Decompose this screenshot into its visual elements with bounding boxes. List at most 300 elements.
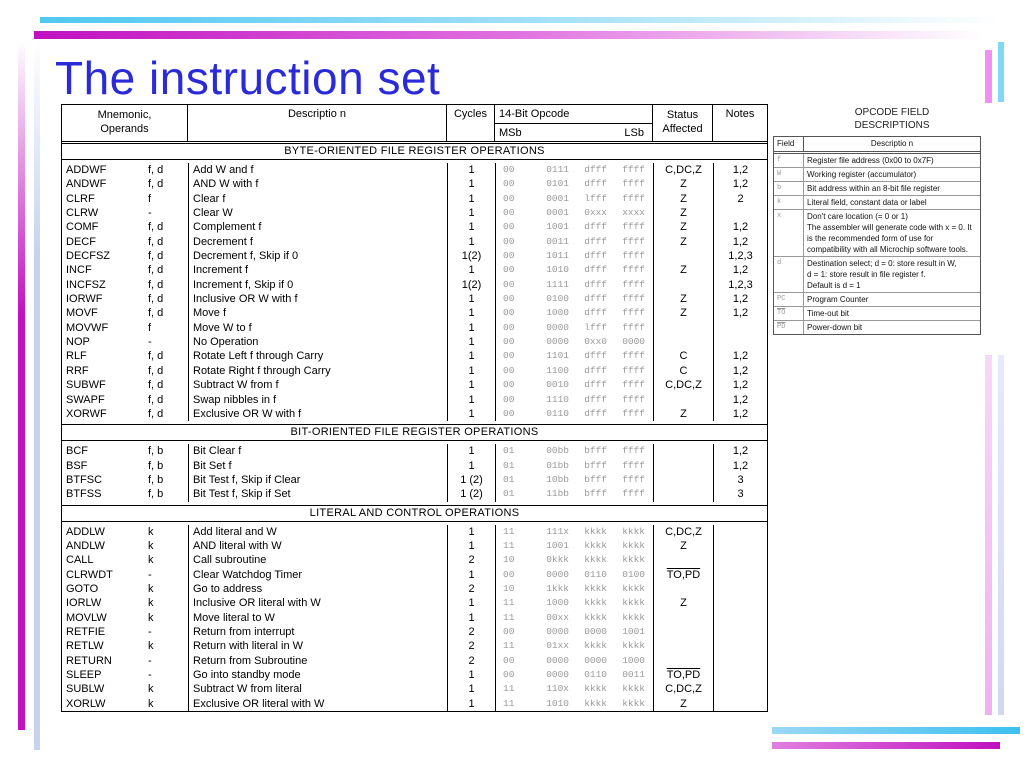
cycles-cell: 1 [447,611,495,625]
cycles-cell: 1 (2) [447,473,495,487]
header-opcode [495,105,653,141]
notes-cell: 1,2 [713,177,767,191]
operands-cell: f, d [148,264,164,277]
opcode-bits: 00 [503,293,515,305]
opcode-bits: 01bb [546,459,569,471]
description-cell: Return with literal in W [188,639,447,653]
cycles-cell: 1 [447,668,495,682]
cycles-cell: 1 [447,263,495,277]
opcode-field-description: Program Counter [807,295,869,304]
opcode-cell [495,306,653,320]
cycles-cell: 1 [447,364,495,378]
header-notes: Notes [725,108,755,120]
bottom-accent-bar-magenta [772,742,1000,749]
notes-cell [713,321,767,335]
instruction-row [62,459,767,473]
opcode-bits: 01 [503,488,515,500]
opcode-bits: ffff [622,393,645,405]
operands-cell: f, b [148,488,164,501]
description-cell: Go to address [188,582,447,596]
mnemonic-cell: BTFSC [66,473,103,486]
opcode-bits: dfff [584,393,607,405]
opcode-bits: 00 [503,568,515,580]
opcode-field-name: x [774,210,804,256]
opcode-bits: ffff [622,178,645,190]
opcode-bits: 0000 [546,654,569,666]
opcode-bits: dfff [584,307,607,319]
mnemonic-cell: CALL [66,554,94,567]
header-lsb: LSb [624,127,644,139]
instruction-row [62,378,767,392]
opcode-field-name: k [774,196,804,209]
opcode-field-description: Working register (accumulator) [807,170,917,179]
description-cell: Bit Set f [188,459,447,473]
opcode-field-description: Time-out bit [807,309,849,318]
opcode-field-row [774,210,980,257]
opcode-bits: dfff [584,278,607,290]
status-cell [653,473,713,487]
mnemonic-cell: BSF [66,459,88,472]
mnemonic-cell: NOP [66,336,90,349]
mnemonic-cell: XORLW [66,697,106,710]
cycles-cell: 1 [447,568,495,582]
operands-cell: f, d [148,178,164,191]
opcode-bits: kkkk [622,697,645,709]
description-cell: Move W to f [188,321,447,335]
opcode-bits: 01 [503,459,515,471]
notes-cell: 1,2 [713,444,767,458]
opcode-bits: 1000 [546,597,569,609]
notes-cell: 1,2 [713,306,767,320]
mnemonic-cell: MOVF [66,307,98,320]
notes-cell [713,596,767,610]
instruction-row [62,487,767,501]
status-cell [653,278,713,292]
notes-cell: 1,2 [713,407,767,421]
cycles-cell: 1 [447,378,495,392]
status-cell [653,611,713,625]
header-msb: MSb [499,127,522,139]
opcode-bits: 00 [503,307,515,319]
status-cell: C,DC,Z [653,682,713,696]
cycles-cell: 1(2) [447,249,495,263]
slide-title: The instruction set [55,52,441,104]
instruction-row [62,654,767,668]
notes-cell: 1,2 [713,378,767,392]
opcode-bits: 11 [503,525,515,537]
mnemonic-cell: RLF [66,350,87,363]
opcode-bits: 0101 [546,178,569,190]
opcode-field-name: b [774,182,804,195]
section-title: LITERAL AND CONTROL OPERATIONS [62,506,767,522]
opcode-bits: kkkk [622,597,645,609]
opcode-bits: dfff [584,250,607,262]
opcode-field-header [774,137,980,154]
opcode-field-row [774,307,980,321]
notes-cell [713,639,767,653]
opcode-bits: 1100 [546,364,569,376]
opcode-cell [495,625,653,639]
header-description: Descriptio n [188,105,447,141]
cycles-cell: 1 [447,163,495,177]
section-block [62,425,767,505]
operands-cell: f, b [148,459,164,472]
opcode-bits: xxxx [622,207,645,219]
status-cell [653,582,713,596]
notes-cell [713,206,767,220]
description-cell: Decrement f, Skip if 0 [188,249,447,263]
instruction-row [62,568,767,582]
operands-cell: k [148,525,154,538]
opcode-bits: 11 [503,697,515,709]
opcode-bits: bfff [584,445,607,457]
description-cell: Inclusive OR literal with W [188,596,447,610]
opcode-bits: 0001 [546,207,569,219]
status-cell [653,393,713,407]
status-cell: C [653,349,713,363]
operands-cell: f, d [148,293,164,306]
opcode-field-row [774,154,980,168]
opcode-cell [495,444,653,458]
section-rows [62,522,767,711]
opcode-cell [495,582,653,596]
notes-cell: 1,2,3 [713,249,767,263]
mnemonic-cell: SLEEP [66,669,102,681]
opcode-field-description: Destination select; d = 0: store result in W, d = 1: store result in file register f. Default is d = 1 [807,259,957,290]
section-rows [62,441,767,504]
instruction-row [62,349,767,363]
opcode-bits: 110x [546,683,569,695]
opcode-field-description: Register file address (0x00 to 0x7F) [807,156,934,165]
opcode-cell [495,487,653,501]
opcode-bits: kkkk [622,683,645,695]
left-accent-bar-magenta [18,40,25,730]
opcode-bits: 01 [503,473,515,485]
mnemonic-cell: BCF [66,445,88,458]
opcode-bits: 01xx [546,640,569,652]
opcode-field-description: Don't care location (= 0 or 1) The assembler will generate code with x = 0. It is the recommended form of use for compatibility with all Microchip software tools. [807,212,972,254]
opcode-bits: 00 [503,164,515,175]
opcode-bits: 00xx [546,611,569,623]
opcode-bits: 1010 [546,264,569,276]
opcode-bits: kkkk [584,597,607,609]
mnemonic-cell: RETLW [66,640,104,653]
opcode-field-row [774,168,980,182]
mnemonic-cell: RETFIE [66,625,106,638]
status-cell: C,DC,Z [653,525,713,539]
cycles-cell: 1 [447,697,495,711]
instruction-row [62,220,767,234]
cycles-cell: 2 [447,553,495,567]
opcode-bits: kkkk [622,554,645,566]
opcode-bits: 00 [503,393,515,405]
notes-cell: 1,2 [713,163,767,177]
opcode-cell [495,220,653,234]
opcode-cell [495,654,653,668]
opcode-bits: ffff [622,164,645,175]
opcode-bits: 00 [503,178,515,190]
mnemonic-cell: GOTO [66,582,99,595]
status-cell [653,553,713,567]
opcode-bits: kkkk [584,525,607,537]
opcode-cell [495,596,653,610]
instruction-row [62,292,767,306]
opcode-bits: 0kkk [546,554,569,566]
instruction-row [62,553,767,567]
instruction-row [62,206,767,220]
opcode-bits: ffff [622,445,645,457]
cycles-cell: 1 [447,596,495,610]
status-cell: Z [653,263,713,277]
status-cell: C,DC,Z [653,378,713,392]
opcode-bits: 00 [503,379,515,391]
description-cell: Increment f [188,263,447,277]
opcode-bits: kkkk [584,611,607,623]
cycles-cell: 1 [447,335,495,349]
opcode-bits: 11bb [546,488,569,500]
operands-cell: f, b [148,473,164,486]
description-cell: Subtract W from literal [188,682,447,696]
operands-cell: k [148,597,154,610]
status-cell: Z [653,206,713,220]
mnemonic-cell: CLRF [66,192,95,205]
opcode-bits: 0110 [584,669,607,680]
instruction-row [62,407,767,421]
cycles-cell: 1 [447,235,495,249]
section-block [62,506,767,711]
section-block [62,144,767,425]
opcode-bits: ffff [622,293,645,305]
opcode-bits: bfff [584,459,607,471]
left-accent-bar-lavender [34,40,40,750]
instruction-row [62,582,767,596]
opcode-bits: dfff [584,164,607,175]
opcode-cell [495,682,653,696]
operands-cell: f, d [148,278,164,291]
opcode-cell [495,639,653,653]
notes-cell: 1,2 [713,349,767,363]
description-cell: Rotate Left f through Carry [188,349,447,363]
opcode-bits: 111x [546,525,569,537]
description-cell: Clear f [188,192,447,206]
opcode-bits: 10 [503,582,515,594]
opcode-field-name: W [774,168,804,181]
operands-cell: k [148,697,154,710]
cycles-cell: 1 [447,539,495,553]
section-rows [62,160,767,424]
opcode-bits: ffff [622,192,645,204]
cycles-cell: 1 [447,525,495,539]
description-cell: Add literal and W [188,525,447,539]
mnemonic-cell: INCF [66,264,92,277]
operands-cell: - [148,625,152,638]
operands-cell: f, d [148,307,164,320]
opcode-cell [495,407,653,421]
opcode-bits: 0100 [622,568,645,580]
opcode-field-header-desc: Descriptio n [870,139,914,148]
opcode-field-row [774,196,980,210]
opcode-bits: 1010 [546,697,569,709]
header-status [653,105,713,141]
description-cell: Swap nibbles in f [188,393,447,407]
notes-cell: 1,2 [713,292,767,306]
description-cell: Move f [188,306,447,320]
opcode-bits: 0xx0 [584,336,607,348]
status-cell: Z [653,192,713,206]
mnemonic-cell: SUBLW [66,683,105,696]
notes-cell: 1,2 [713,235,767,249]
section-title: BYTE-ORIENTED FILE REGISTER OPERATIONS [62,144,767,160]
opcode-bits: ffff [622,488,645,500]
operands-cell: k [148,640,154,653]
opcode-bits: 0000 [546,568,569,580]
notes-cell: 1,2 [713,364,767,378]
cycles-cell: 1 [447,206,495,220]
opcode-bits: dfff [584,221,607,233]
notes-cell [713,582,767,596]
opcode-bits: 0000 [546,321,569,333]
opcode-bits: kkkk [584,554,607,566]
opcode-cell [495,321,653,335]
opcode-bits: 11 [503,597,515,609]
description-cell: No Operation [188,335,447,349]
operands-cell: k [148,683,154,696]
bottom-accent-bar-cyan [772,727,1020,734]
opcode-bits: 0000 [546,669,569,680]
opcode-bits: ffff [622,407,645,419]
description-cell: Clear Watchdog Timer [188,568,447,582]
opcode-bits: 0000 [584,654,607,666]
cycles-cell: 1 [447,407,495,421]
description-cell: Inclusive OR W with f [188,292,447,306]
opcode-field-row [774,321,980,334]
opcode-bits: ffff [622,307,645,319]
opcode-cell [495,349,653,363]
opcode-bits: 00 [503,207,515,219]
opcode-bits: ffff [622,278,645,290]
instruction-row [62,177,767,191]
opcode-bits: 11 [503,640,515,652]
opcode-bits: 1001 [546,221,569,233]
opcode-cell [495,553,653,567]
opcode-field-name: PC [774,293,804,306]
opcode-field-rows [774,154,980,334]
header-mnemonic-label: Mnemonic, Operands [97,109,152,135]
instruction-row [62,611,767,625]
cycles-cell: 1 [447,321,495,335]
opcode-cell [495,235,653,249]
opcode-bits: 0110 [546,407,569,419]
opcode-bits: 0001 [546,192,569,204]
mnemonic-cell: SWAPF [66,393,105,406]
opcode-bits: dfff [584,293,607,305]
operands-cell: f, d [148,350,164,363]
description-cell: Bit Clear f [188,444,447,458]
opcode-cell [495,525,653,539]
opcode-cell [495,393,653,407]
opcode-bits: ffff [622,350,645,362]
description-cell: Subtract W from f [188,378,447,392]
opcode-cell [495,263,653,277]
status-cell [653,321,713,335]
opcode-bits: 1110 [546,393,569,405]
status-cell: Z [653,306,713,320]
opcode-cell [495,568,653,582]
opcode-cell [495,335,653,349]
status-cell: Z [653,539,713,553]
opcode-bits: kkkk [622,640,645,652]
opcode-bits: 1001 [546,539,569,551]
notes-cell [713,525,767,539]
mnemonic-cell: RETURN [66,654,112,667]
description-cell: Exclusive OR W with f [188,407,447,421]
opcode-field-name: $\overline{TO}$ [774,307,804,320]
right-accent-bar-pink-lower [985,355,992,715]
operands-cell: - [148,336,152,349]
opcode-bits: kkkk [622,611,645,623]
mnemonic-cell: ADDWF [66,164,107,176]
description-cell: Move literal to W [188,611,447,625]
instruction-row [62,278,767,292]
cycles-cell: 1(2) [447,278,495,292]
description-cell: AND W with f [188,177,447,191]
header-opcode-divider [495,123,652,124]
status-cell: Z [653,407,713,421]
description-cell: Rotate Right f through Carry [188,364,447,378]
mnemonic-cell: INCFSZ [66,278,106,291]
mnemonic-cell: RRF [66,364,89,377]
mnemonic-cell: BTFSS [66,488,102,501]
description-cell: Complement f [188,220,447,234]
operands-cell: f, d [148,250,164,263]
opcode-bits: 0000 [622,336,645,348]
mnemonic-cell: DECFSZ [66,250,110,263]
opcode-bits: 00 [503,221,515,233]
status-cell [653,654,713,668]
opcode-bits: dfff [584,350,607,362]
opcode-bits: ffff [622,235,645,247]
opcode-bits: dfff [584,407,607,419]
opcode-bits: 00 [503,250,515,262]
opcode-bits: 0111 [546,164,569,175]
opcode-cell [495,473,653,487]
opcode-bits: 00 [503,407,515,419]
description-cell: Call subroutine [188,553,447,567]
cycles-cell: 1 [447,349,495,363]
notes-cell [713,654,767,668]
opcode-field-name: $\overline{PD}$ [774,321,804,334]
opcode-field-description: Bit address within an 8-bit file register [807,184,940,193]
opcode-cell [495,668,653,682]
status-cell: TO,PD [653,568,713,582]
opcode-cell [495,163,653,177]
opcode-bits: kkkk [622,525,645,537]
operands-cell: f, d [148,364,164,377]
notes-cell [713,668,767,682]
opcode-bits: 1001 [622,625,645,637]
opcode-bits: ffff [622,264,645,276]
opcode-bits: ffff [622,473,645,485]
opcode-field-description: Literal field, constant data or label [807,198,927,207]
instruction-row [62,525,767,539]
cycles-cell: 2 [447,639,495,653]
opcode-bits: 00 [503,321,515,333]
notes-cell: 1,2 [713,393,767,407]
opcode-bits: 00 [503,278,515,290]
status-cell: C [653,364,713,378]
instruction-row [62,364,767,378]
opcode-cell [495,378,653,392]
